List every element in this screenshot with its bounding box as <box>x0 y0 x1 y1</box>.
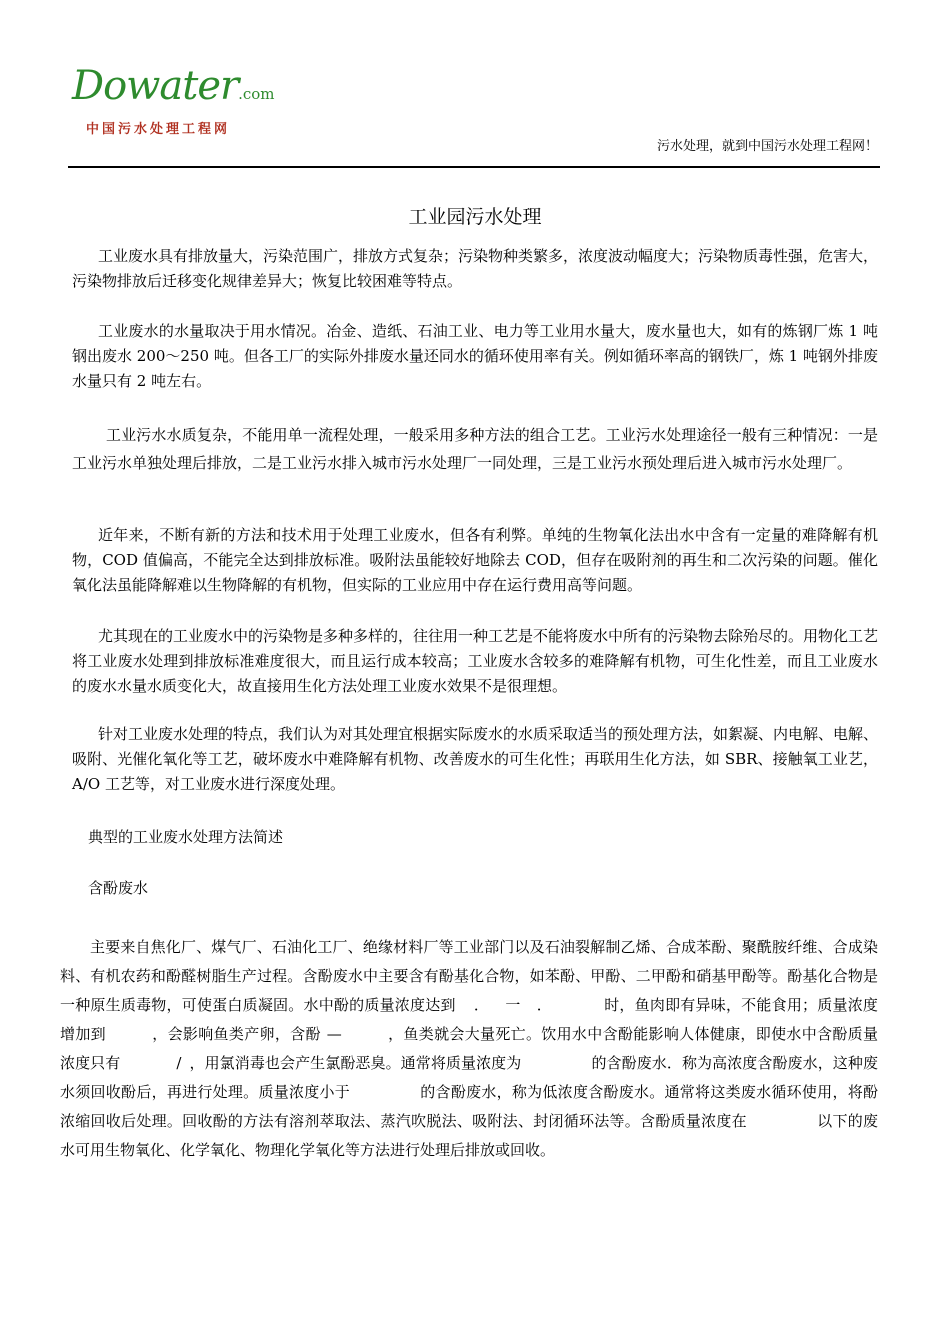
phenol-text: 以下的废水可用生物氧化、化学氧化、物理化学氧化等方法进行处理后排放或回收。 <box>60 1112 878 1159</box>
phenol-text: 的含酚废水，称为低浓度含酚废水。通常将这类废水循环使用，将酚浓缩回收后处理。回收酚的方法有溶剂萃取法、蒸汽吹脱法、吸附法、封闭循环法等。含酚质量浓度在 <box>60 1083 878 1130</box>
phenol-text: — <box>326 1025 342 1043</box>
page-title: 工业园污水处理 <box>408 206 542 228</box>
phenol-text: ，用氯消毒也会产生氯酚恶臭。通常将质量浓度为 <box>189 1054 522 1072</box>
phenol-text: ． <box>536 996 552 1014</box>
paragraph-3: 工业污水水质复杂，不能用单一流程处理，一般采用多种方法的组合工艺。工业污水处理途径一般有三种情况：一是工业污水单独处理后排放，二是工业污水排入城市污水处理厂一同处理，三是工业污水预处理后进入城市污水处理厂。 <box>72 426 878 472</box>
header-divider <box>68 166 880 168</box>
section-heading-methods: 典型的工业废水处理方法简述 <box>88 828 284 846</box>
paragraph-1: 工业废水具有排放量大，污染范围广，排放方式复杂；污染物种类繁多，浓度波动幅度大；污染物质毒性强，危害大，污染物排放后迁移变化规律差异大；恢复比较困难等特点。 <box>72 247 879 290</box>
site-logo[interactable] <box>72 63 275 137</box>
phenol-text: 一 <box>505 996 521 1014</box>
logo-text: Dowater <box>72 63 239 109</box>
paragraph-5: 尤其现在的工业废水中的污染物是多种多样的，往往用一种工艺是不能将废水中所有的污染物去除殆尽的。用物化工艺将工业废水处理到排放标准难度很大，而且运行成本较高；工业废水含较多的难降解有机物，可生化性差，而且工业废水的废水水量水质变化大，故直接用生化方法处理工业废水效果不是很理想。 <box>72 627 879 695</box>
phenol-text: 时，鱼肉即有异味，不能食用；质量浓度增加到 <box>60 996 878 1043</box>
logo-subtitle: 中国污水处理工程网 <box>86 122 231 137</box>
paragraph-phenol <box>60 933 878 1165</box>
logo-wordmark <box>72 63 275 114</box>
phenol-text: ． <box>473 996 490 1014</box>
paragraph-6: 针对工业废水处理的特点，我们认为对其处理宜根据实际废水的水质采取适当的预处理方法，如絮凝、内电解、电解、吸附、光催化氧化等工艺，破坏废水中难降解有机物、改善废水的可生化性；再联用生化方法，如 SBR、接触氧工业艺，A/O 工艺等，对工业废水进行深度处理。 <box>72 725 879 793</box>
logo-suffix: .com <box>238 85 275 103</box>
section-heading-phenol: 含酚废水 <box>88 879 149 897</box>
phenol-text: ，鱼类就会大量死亡。饮用水中含酚能影响人体健康，即使水中含酚质量浓度只有 <box>60 1025 878 1072</box>
paragraph-2: 工业废水的水量取决于用水情况。冶金、造纸、石油工业、电力等工业用水量大，废水量也大，如有的炼钢厂炼 1 吨钢出废水 200～250 吨。但各工厂的实际外排废水量还同水的循环使用率有关。例如循环率高的钢铁厂，炼 1 吨钢外排废水量只有 2 吨左右。 <box>72 322 878 390</box>
phenol-text: / <box>176 1054 182 1072</box>
phenol-text: 的含酚废水．称为高浓度含酚废水，这种废水须回收酚后，再进行处理。质量浓度小于 <box>60 1054 878 1101</box>
phenol-text: ，会影响鱼类产卵，含酚 <box>151 1025 321 1043</box>
paragraph-4: 近年来，不断有新的方法和技术用于处理工业废水，但各有利弊。单纯的生物氧化法出水中含有一定量的难降解有机物，COD 值偏高，不能完全达到排放标准。吸附法虽能较好地除去 COD，但存在吸附剂的再生和二次污染的问题。催化氧化法虽能降解难以生物降解的有机物，但实际的工业应用中存在运行费用高等问题。 <box>72 526 878 594</box>
phenol-text: 主要来自焦化厂、煤气厂、石油化工厂、绝缘材料厂等工业部门以及石油裂解制乙烯、合成苯酚、聚酰胺纤维、合成染料、有机农药和酚醛树脂生产过程。含酚废水中主要含有酚基化合物，如苯酚、甲酚、二甲酚和硝基甲酚等。酚基化合物是一种原生质毒物，可使蛋白质凝固。水中酚的质量浓度达到 <box>60 938 878 1014</box>
header-slogan: 污水处理，就到中国污水处理工程网！ <box>656 139 878 154</box>
